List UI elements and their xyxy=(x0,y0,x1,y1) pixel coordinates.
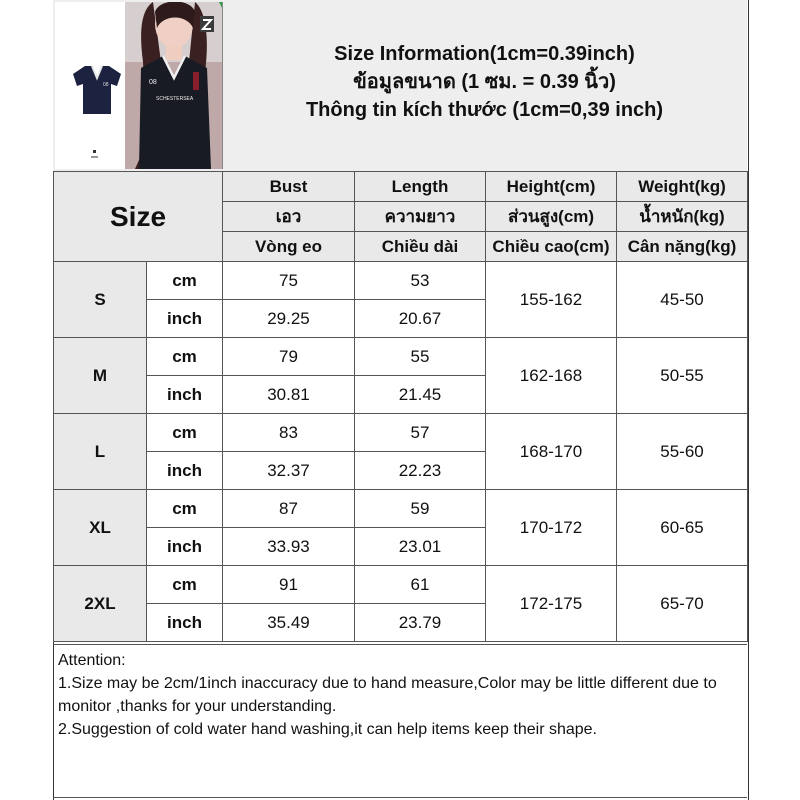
header-height-th: ส่วนสูง(cm) xyxy=(486,202,617,232)
header-bust-en: Bust xyxy=(223,172,355,202)
weight-range: 50-55 xyxy=(617,338,748,414)
height-range: 168-170 xyxy=(486,414,617,490)
model-image xyxy=(125,2,222,169)
weight-range: 45-50 xyxy=(617,262,748,338)
height-range: 155-162 xyxy=(486,262,617,338)
table-row xyxy=(54,338,748,376)
bust-inch: 35.49 xyxy=(223,604,355,642)
size-table xyxy=(53,171,748,642)
height-range: 170-172 xyxy=(486,490,617,566)
flat-shirt-number: 08 xyxy=(103,82,109,88)
bust-cm: 87 xyxy=(223,490,355,528)
model-shirt-text: SCHESTERSEA xyxy=(156,96,194,102)
notes-line-2: 2.Suggestion of cold water hand washing,it can help items keep their shape. xyxy=(58,721,597,738)
length-inch: 22.23 xyxy=(355,452,486,490)
header-weight-en: Weight(kg) xyxy=(617,172,748,202)
size-column-header: Size xyxy=(54,172,223,262)
length-inch: 21.45 xyxy=(355,376,486,414)
header-height-vi: Chiều cao(cm) xyxy=(486,232,617,262)
length-cm: 59 xyxy=(355,490,486,528)
size-label-xl: XL xyxy=(54,490,147,566)
header-length-en: Length xyxy=(355,172,486,202)
bust-inch: 29.25 xyxy=(223,300,355,338)
model-shirt-number: 08 xyxy=(149,79,157,86)
bust-inch: 32.37 xyxy=(223,452,355,490)
height-range: 172-175 xyxy=(486,566,617,642)
unit-cm: cm xyxy=(147,490,223,528)
title-english: Size Information(1cm=0.39inch) xyxy=(334,43,635,65)
bust-cm: 91 xyxy=(223,566,355,604)
size-label-m: M xyxy=(54,338,147,414)
weight-range: 55-60 xyxy=(617,414,748,490)
table-row xyxy=(54,566,748,604)
length-cm: 61 xyxy=(355,566,486,604)
bust-cm: 75 xyxy=(223,262,355,300)
table-row xyxy=(54,490,748,528)
attention-notes xyxy=(53,644,747,798)
weight-range: 65-70 xyxy=(617,566,748,642)
length-inch: 20.67 xyxy=(355,300,486,338)
notes-heading: Attention: xyxy=(58,652,126,669)
length-inch: 23.79 xyxy=(355,604,486,642)
unit-inch: inch xyxy=(147,604,223,642)
product-photo-image xyxy=(55,2,222,169)
notes-line-1: 1.Size may be 2cm/1inch inaccuracy due to hand measure,Color may be little different due to monitor ,thanks for your understanding. xyxy=(58,675,717,715)
length-cm: 53 xyxy=(355,262,486,300)
size-label-2xl: 2XL xyxy=(54,566,147,642)
title-block xyxy=(222,40,747,124)
height-range: 162-168 xyxy=(486,338,617,414)
header-height-en: Height(cm) xyxy=(486,172,617,202)
bust-inch: 30.81 xyxy=(223,376,355,414)
bust-cm: 83 xyxy=(223,414,355,452)
length-cm: 57 xyxy=(355,414,486,452)
unit-cm: cm xyxy=(147,262,223,300)
unit-inch: inch xyxy=(147,528,223,566)
length-inch: 23.01 xyxy=(355,528,486,566)
unit-cm: cm xyxy=(147,566,223,604)
header-length-vi: Chiều dài xyxy=(355,232,486,262)
size-label-l: L xyxy=(54,414,147,490)
header-weight-vi: Cân nặng(kg) xyxy=(617,232,748,262)
unit-inch: inch xyxy=(147,452,223,490)
unit-cm: cm xyxy=(147,414,223,452)
header-weight-th: น้ำหนัก(kg) xyxy=(617,202,748,232)
bust-inch: 33.93 xyxy=(223,528,355,566)
title-thai: ข้อมูลขนาด (1 ซม. = 0.39 นิ้ว) xyxy=(353,71,616,93)
unit-cm: cm xyxy=(147,338,223,376)
header-bust-vi: Vòng eo xyxy=(223,232,355,262)
unit-inch: inch xyxy=(147,300,223,338)
table-row xyxy=(54,414,748,452)
product-photo xyxy=(55,2,223,169)
header-length-th: ความยาว xyxy=(355,202,486,232)
table-row xyxy=(54,262,748,300)
title-vietnamese: Thông tin kích thước (1cm=0,39 inch) xyxy=(305,99,664,121)
length-cm: 55 xyxy=(355,338,486,376)
flat-shirt-image xyxy=(73,66,121,158)
bust-cm: 79 xyxy=(223,338,355,376)
unit-inch: inch xyxy=(147,376,223,414)
size-label-s: S xyxy=(54,262,147,338)
header-bust-th: เอว xyxy=(223,202,355,232)
weight-range: 60-65 xyxy=(617,490,748,566)
